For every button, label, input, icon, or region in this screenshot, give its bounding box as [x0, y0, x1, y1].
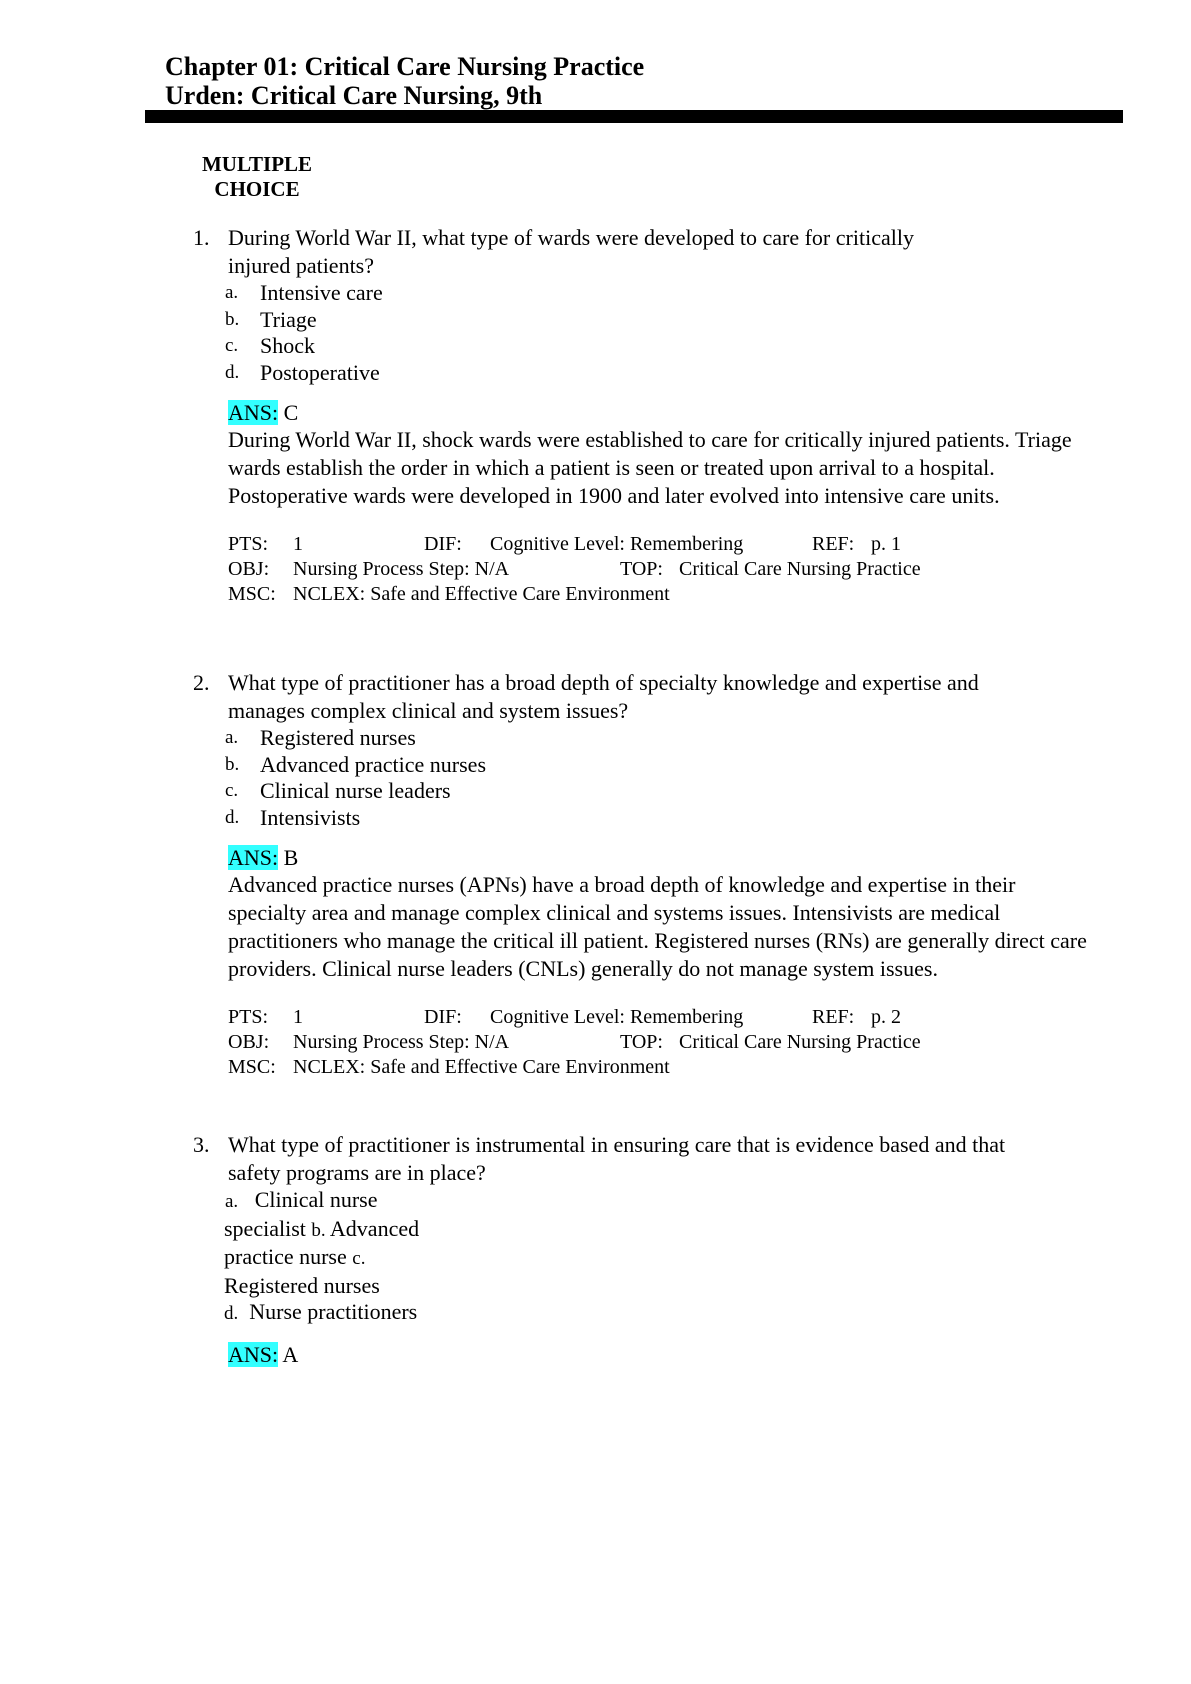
dif-label: DIF: [424, 533, 462, 555]
msc-value: NCLEX: Safe and Effective Care Environment [293, 1056, 670, 1078]
obj-label: OBJ: [228, 1031, 270, 1053]
question-text: During World War II, what type of wards were developed to care for critically injured patients? [228, 225, 914, 278]
ref-label: REF: [812, 1006, 855, 1028]
question-number: 2. [193, 670, 210, 695]
option-text: Triage [260, 306, 317, 332]
answer-line [193, 845, 1123, 871]
option-text: Advanced practice nurses [260, 751, 487, 777]
question-text: What type of practitioner is instrumental in ensuring care that is evidence based and that safety programs are in place? [228, 1132, 1006, 1185]
option-letter: d. [225, 361, 240, 383]
question-1 [193, 224, 1123, 607]
pts-value: 1 [293, 533, 303, 555]
option-list [193, 1187, 454, 1328]
option-letter: b. [225, 308, 240, 330]
header-rule [145, 110, 1123, 123]
question-metadata [193, 1005, 1123, 1080]
question-stem [193, 1131, 1038, 1187]
dif-label: DIF: [424, 1006, 462, 1028]
option-text: Nurse practitioners [249, 1299, 418, 1324]
option-text: Intensivists [260, 804, 361, 830]
option-d [193, 360, 1123, 387]
top-value: Critical Care Nursing Practice [679, 558, 921, 580]
section-heading [199, 152, 315, 202]
ref-label: REF: [812, 533, 855, 555]
option-b [193, 307, 1123, 334]
option-letter: b. [225, 753, 240, 775]
question-metadata [193, 532, 1123, 607]
option-c [193, 333, 1123, 360]
chapter-title: Chapter 01: Critical Care Nursing Practice [165, 52, 645, 81]
option-letter: a. [225, 282, 239, 303]
top-label: TOP: [620, 558, 663, 580]
option-a [193, 280, 1123, 307]
option-text: Shock [260, 333, 315, 358]
question-stem [193, 224, 948, 280]
rationale: During World War II, shock wards were established to care for critically injured patients. Triage wards establish the order in which a patient is seen or treated upon arrival to a hospital. Postoperative wards were developed in 1900 and later evolved into intensive care units. [228, 427, 1072, 508]
obj-value: Nursing Process Step: N/A [293, 1031, 510, 1053]
option-letter: b. [311, 1219, 326, 1241]
section-heading-line2: CHOICE [214, 177, 300, 201]
pts-label: PTS: [228, 533, 269, 555]
option-letter: d. [225, 806, 240, 828]
option-text: Postoperative [260, 359, 380, 385]
answer-value: A [278, 1341, 299, 1367]
document-header [165, 52, 644, 110]
question-number: 3. [193, 1132, 210, 1157]
option-letter: c. [225, 335, 239, 356]
answer-label: ANS: [228, 845, 279, 870]
answer-label: ANS: [228, 1341, 279, 1367]
msc-value: NCLEX: Safe and Effective Care Environment [293, 583, 670, 605]
option-text: Clinical nurse specialist [224, 1187, 378, 1241]
answer-value: B [278, 845, 299, 870]
msc-label: MSC: [228, 583, 276, 605]
question-2 [193, 669, 1123, 1080]
option-letter: a. [225, 1191, 239, 1212]
option-d [193, 805, 1123, 832]
option-text: Advanced practice nurse [224, 1215, 420, 1269]
option-letter: c. [352, 1248, 366, 1269]
dif-value: Cognitive Level: Remembering [490, 533, 744, 555]
option-letter: d. [224, 1303, 239, 1324]
option-text: Intensive care [260, 280, 383, 305]
question-3 [193, 1131, 1123, 1368]
answer-line [193, 400, 1123, 426]
answer-line [193, 1342, 1123, 1368]
top-value: Critical Care Nursing Practice [679, 1031, 921, 1053]
ref-value: p. 2 [871, 1006, 901, 1028]
obj-label: OBJ: [228, 558, 270, 580]
option-letter: c. [225, 780, 239, 801]
pts-value: 1 [293, 1006, 303, 1028]
option-text: Registered nurses [260, 725, 416, 750]
top-label: TOP: [620, 1031, 663, 1053]
option-c [193, 778, 1123, 805]
section-heading-line1: MULTIPLE [201, 152, 313, 176]
question-number: 1. [193, 225, 210, 250]
rationale: Advanced practice nurses (APNs) have a broad depth of knowledge and expertise in their specialty area and manage complex clinical and systems issues. Intensivists are medical practitioners who manage the critical ill patient. Registered nurses (RNs) are generally direct care providers. Clinical nurse leaders (CNLs) generally do not manage system issues. [228, 872, 1087, 981]
option-text: Registered nurses [224, 1272, 380, 1298]
dif-value: Cognitive Level: Remembering [490, 1006, 744, 1028]
answer-value: C [278, 400, 299, 425]
book-title: Urden: Critical Care Nursing, 9th [165, 81, 543, 110]
question-stem [193, 669, 1048, 725]
msc-label: MSC: [228, 1056, 276, 1078]
question-text: What type of practitioner has a broad depth of specialty knowledge and expertise and manages complex clinical and system issues? [228, 670, 979, 723]
option-b [193, 752, 1123, 779]
pts-label: PTS: [228, 1006, 269, 1028]
answer-label: ANS: [228, 400, 279, 425]
option-a [193, 725, 1123, 752]
option-text: Clinical nurse leaders [260, 778, 451, 803]
obj-value: Nursing Process Step: N/A [293, 558, 510, 580]
ref-value: p. 1 [871, 533, 901, 555]
option-letter: a. [225, 727, 239, 748]
